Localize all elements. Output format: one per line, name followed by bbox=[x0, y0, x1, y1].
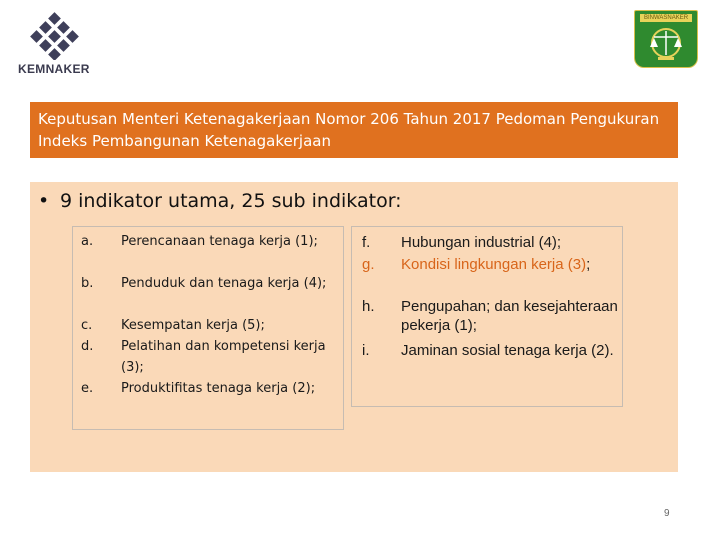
list-item-marker: e. bbox=[81, 381, 94, 396]
list-item-text: Produktifitas tenaga kerja (2); bbox=[121, 381, 316, 396]
list-item-marker: a. bbox=[81, 234, 94, 249]
kemnaker-logo bbox=[18, 12, 98, 78]
kemnaker-logo-text: KEMNAKER bbox=[18, 62, 90, 76]
list-item-text: Pelatihan dan kompetensi kerja (3); bbox=[121, 339, 326, 375]
list-item-text bbox=[401, 255, 621, 274]
highlighted-text: Kondisi lingkungan kerja (3) bbox=[401, 256, 587, 273]
list-item-marker: b. bbox=[81, 276, 94, 291]
list-item-text: Jaminan sosial tenaga kerja (2). bbox=[401, 342, 614, 359]
list-item-text: Pengupahan; dan kesejahteraan pekerja (1); bbox=[401, 298, 618, 334]
list-item-marker: g. bbox=[362, 256, 375, 273]
list-item-marker: h. bbox=[362, 298, 375, 315]
list-item-text: Hubungan industrial (4); bbox=[401, 234, 562, 251]
indicator-list-right bbox=[351, 226, 623, 407]
list-item-marker: d. bbox=[81, 339, 94, 354]
bullet-heading: 9 indikator utama, 25 sub indikator: bbox=[60, 190, 402, 212]
main-bullet bbox=[38, 190, 402, 212]
page-number: 9 bbox=[664, 508, 670, 519]
list-item-text: Penduduk dan tenaga kerja (4); bbox=[121, 276, 327, 291]
bullet-marker: • bbox=[38, 190, 50, 212]
indicator-list-left bbox=[72, 226, 344, 430]
binwasnaker-logo bbox=[634, 10, 698, 70]
binwasnaker-logo-text: BINWASNAKER bbox=[640, 14, 692, 22]
list-item-marker: c. bbox=[81, 318, 93, 333]
scales-emblem-icon bbox=[642, 25, 690, 65]
list-item-text: Kesempatan kerja (5); bbox=[121, 318, 265, 333]
kemnaker-emblem-icon bbox=[28, 12, 84, 60]
list-item-text: Perencanaan tenaga kerja (1); bbox=[121, 234, 318, 249]
list-item-marker: f. bbox=[362, 234, 371, 251]
slide-title: Keputusan Menteri Ketenagakerjaan Nomor 206 Tahun 2017 Pedoman Pengukuran Indeks Pembangunan Ketenagakerjaan bbox=[30, 102, 678, 158]
list-item-text-tail: ; bbox=[586, 256, 591, 273]
list-item-marker: i. bbox=[362, 342, 370, 359]
content-panel bbox=[30, 182, 678, 472]
